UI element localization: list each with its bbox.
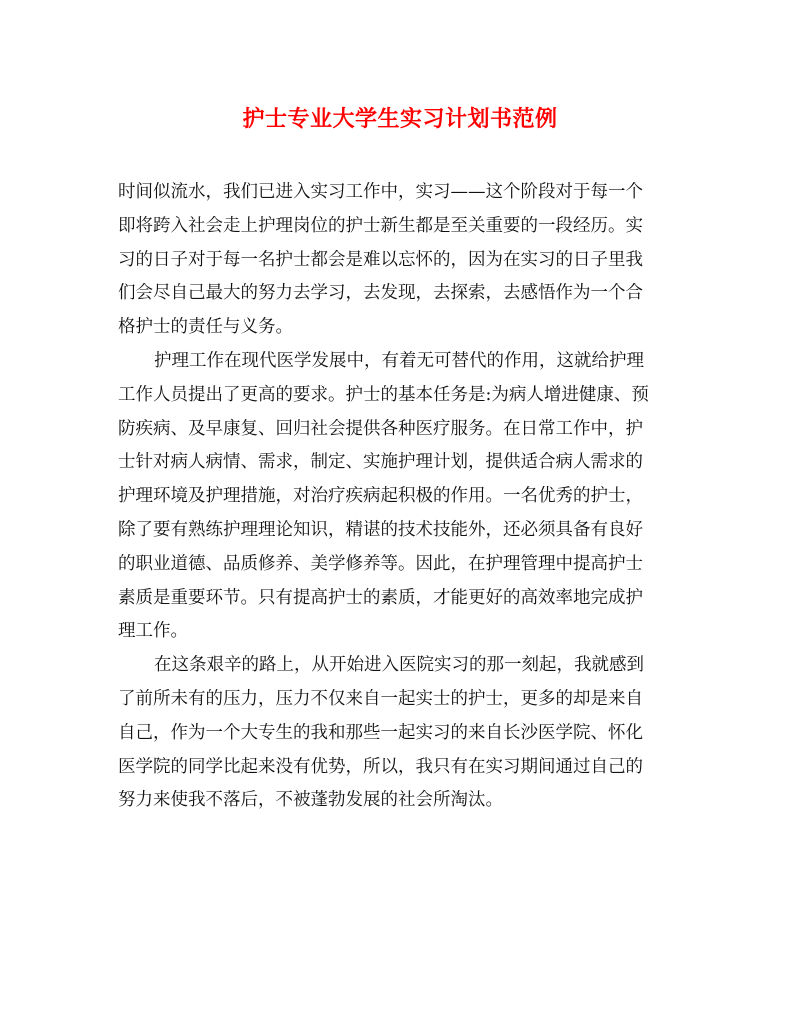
text-line: 防疾病、及早康复、回归社会提供各种医疗服务。在日常工作中，护 <box>118 418 643 439</box>
paragraph-1 <box>118 176 678 345</box>
text-line: 努力来使我不落后，不被蓬勃发展的社会所淘汰。 <box>118 790 503 811</box>
paragraph-3 <box>118 649 678 818</box>
text-line: 自己，作为一个大专生的我和那些一起实习的来自长沙医学院、怀化 <box>118 722 643 743</box>
text-line: 在这条艰辛的路上，从开始进入医院实习的那一刻起，我就感到 <box>154 655 644 676</box>
text-line: 了前所未有的压力，压力不仅来自一起实士的护士，更多的却是来自 <box>118 688 643 709</box>
text-line: 格护士的责任与义务。 <box>118 317 293 338</box>
text-line: 医学院的同学比起来没有优势，所以，我只有在实习期间通过自己的 <box>118 756 643 777</box>
text-line: 们会尽自己最大的努力去学习，去发现，去探索，去感悟作为一个合 <box>118 283 643 304</box>
text-line: 时间似流水，我们已进入实习工作中，实习——这个阶段对于每一个 <box>118 182 643 202</box>
text-line: 的职业道德、品质修养、美学修养等。因此，在护理管理中提高护士 <box>118 553 643 574</box>
text-line: 工作人员提出了更高的要求。护士的基本任务是:为病人增进健康、预 <box>118 384 649 405</box>
document-title: 护士专业大学生实习计划书范例 <box>242 106 558 132</box>
paragraph-2 <box>118 345 678 649</box>
document-body <box>118 176 678 818</box>
text-line: 素质是重要环节。只有提高护士的素质，才能更好的高效率地完成护 <box>118 587 643 608</box>
text-line: 护理环境及护理措施，对治疗疾病起积极的作用。一名优秀的护士， <box>118 486 643 507</box>
text-line: 理工作。 <box>118 621 188 642</box>
text-line: 士针对病人病情、需求，制定、实施护理计划，提供适合病人需求的 <box>118 452 643 473</box>
text-line: 即将跨入社会走上护理岗位的护士新生都是至关重要的一段经历。实 <box>118 215 643 236</box>
text-line: 护理工作在现代医学发展中，有着无可替代的作用，这就给护理 <box>154 350 644 371</box>
text-line: 除了要有熟练护理理论知识，精谌的技术技能外，还必须具备有良好 <box>118 519 643 540</box>
text-line: 习的日子对于每一名护士都会是难以忘怀的，因为在实习的日子里我 <box>118 249 643 270</box>
